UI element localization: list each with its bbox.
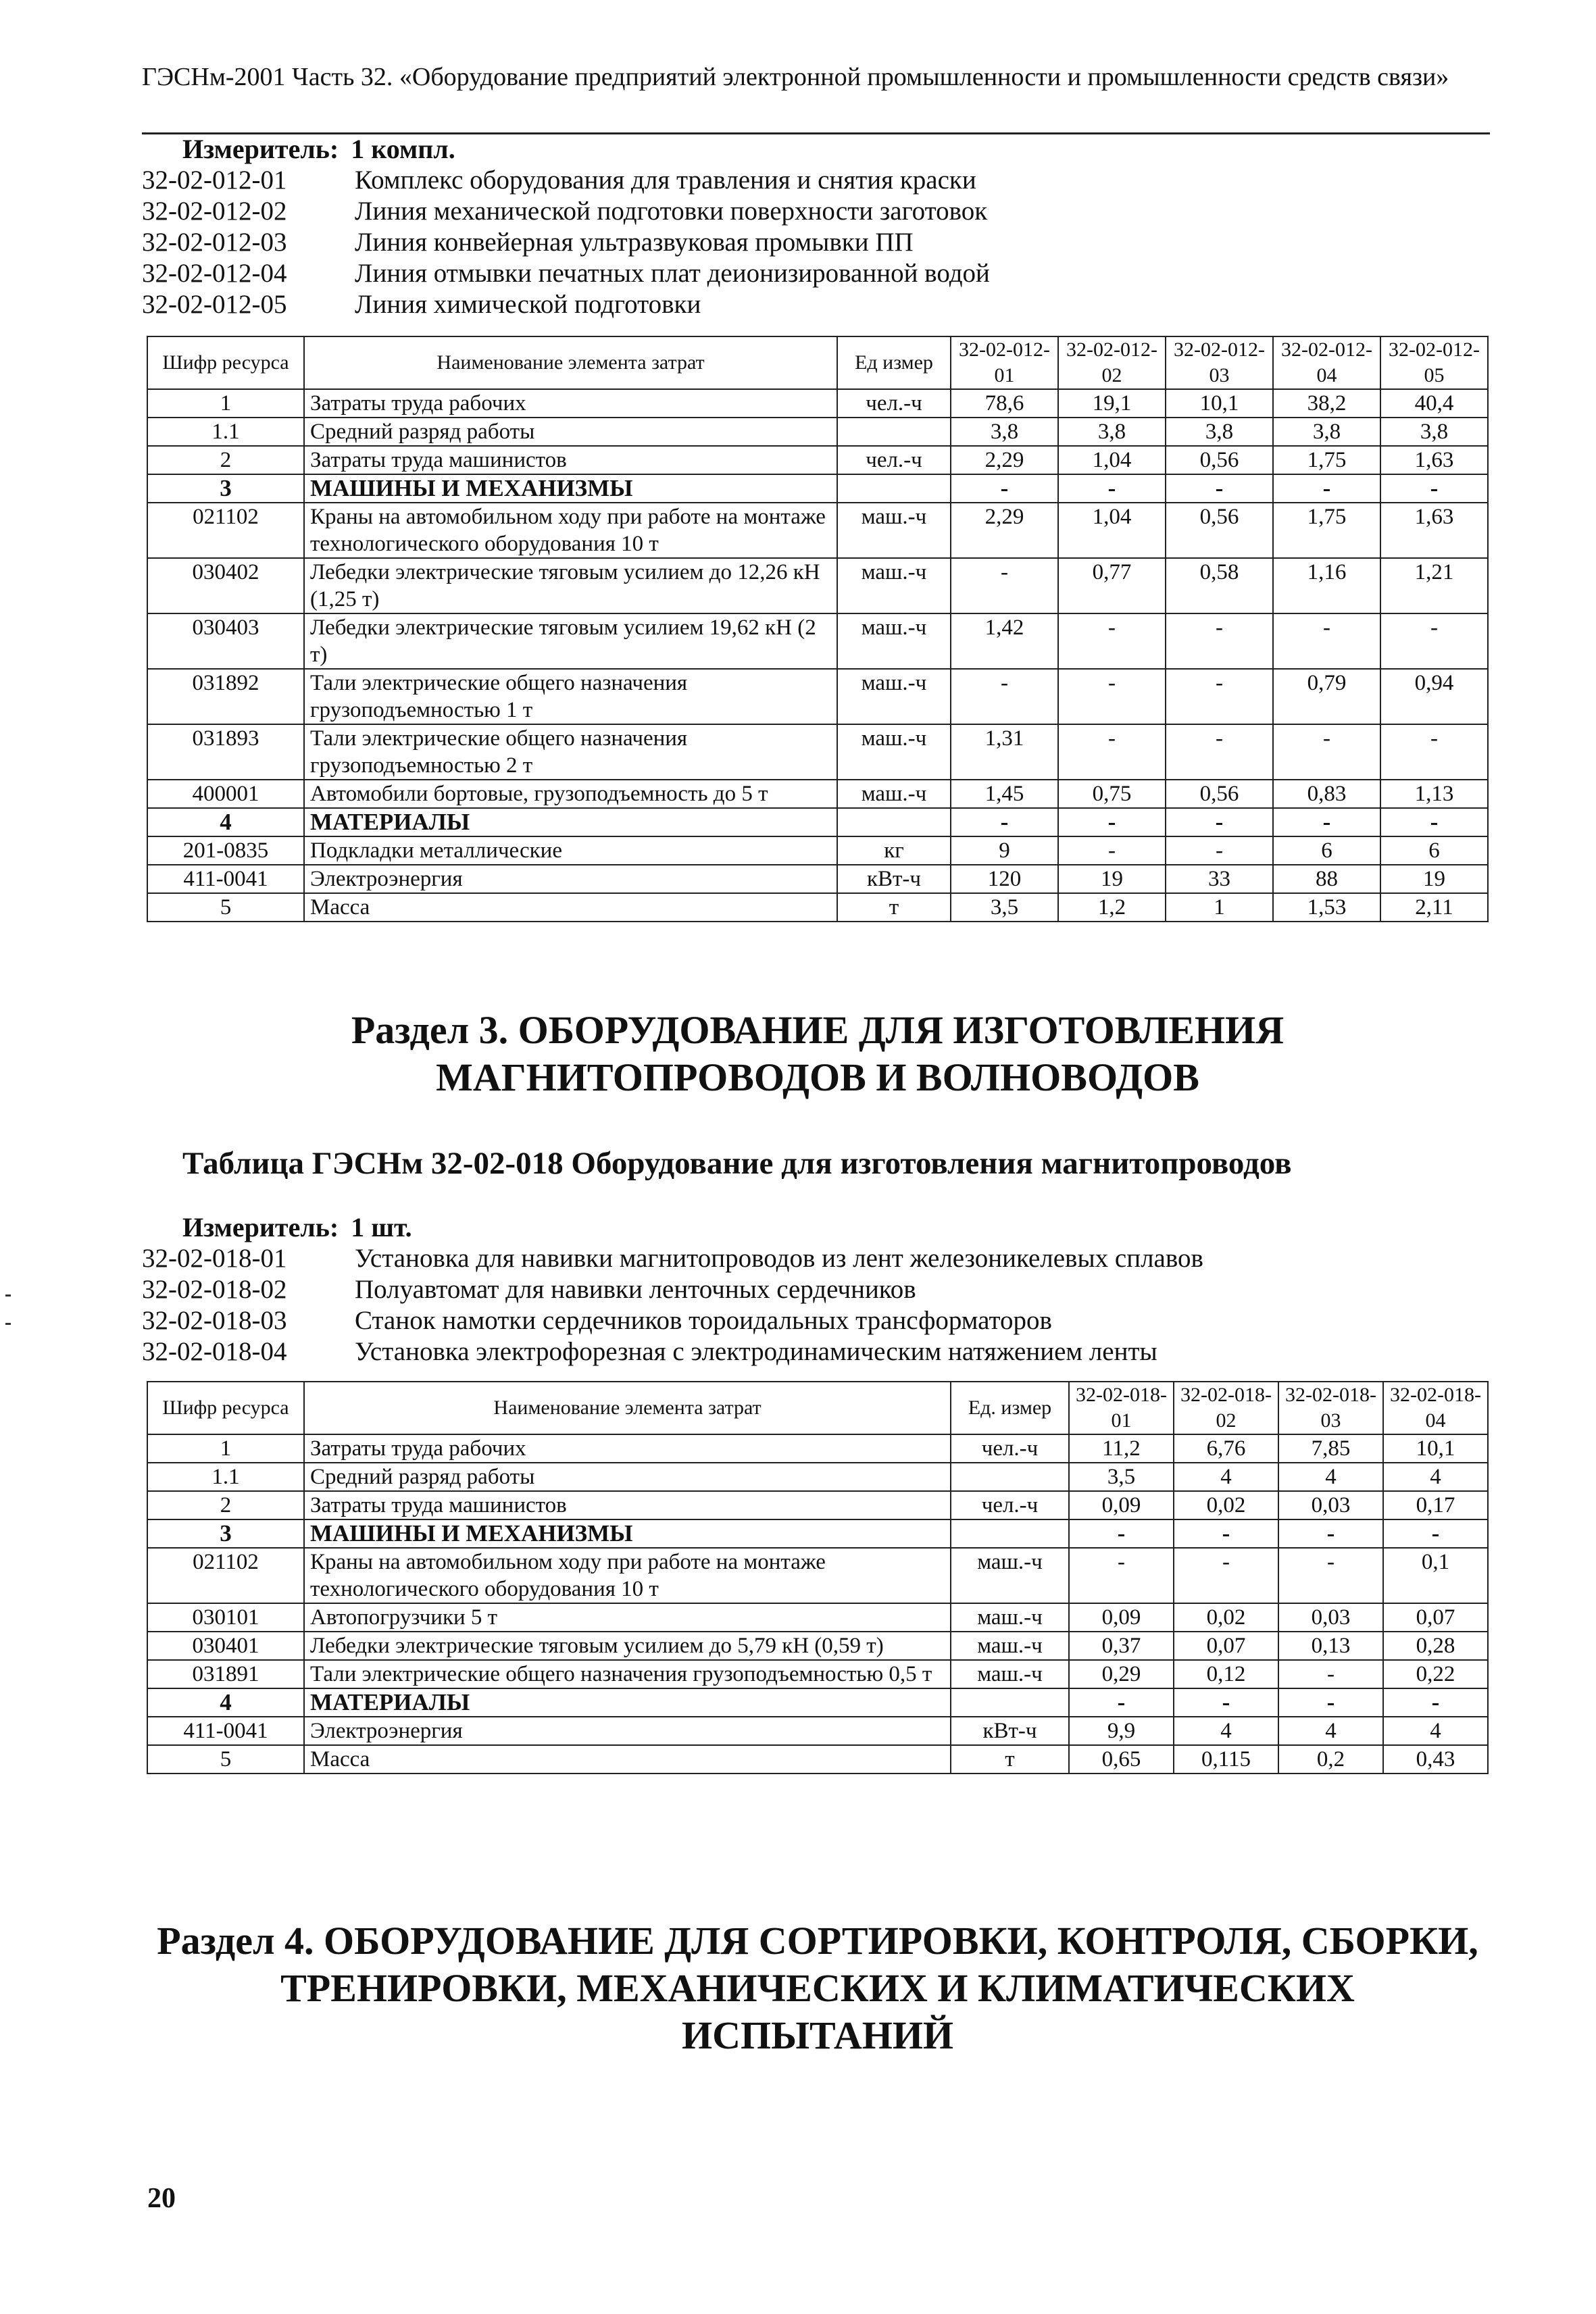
norm-value-cell: 9	[951, 836, 1058, 865]
code-id: 32-02-018-01	[142, 1244, 287, 1273]
norm-value-cell: -	[1278, 1688, 1383, 1717]
norm-value-cell: -	[1380, 808, 1488, 836]
meter-label: Измеритель:	[182, 134, 339, 164]
code-id: 32-02-012-04	[142, 259, 287, 288]
cost-element-cell: Лебедки электрические тяговым усилием до 5,79 кН (0,59 т)	[304, 1632, 951, 1660]
resource-code-cell: 1	[147, 1434, 304, 1463]
column-header: 32-02-012-01	[951, 336, 1058, 389]
table-row	[147, 418, 1488, 446]
code-description: Станок намотки сердечников тороидальных трансформаторов	[355, 1306, 1052, 1335]
cost-element-cell: МАТЕРИАЛЫ	[304, 1688, 951, 1717]
column-header: Наименование элемента затрат	[304, 1382, 951, 1434]
resource-code-cell: 030402	[147, 558, 304, 613]
cost-element-cell: Средний разряд работы	[304, 1463, 951, 1491]
norm-value-cell: 33	[1166, 865, 1273, 893]
norm-value-cell: 3,8	[1058, 418, 1166, 446]
norm-value-cell: 3,8	[1166, 418, 1273, 446]
cost-element-cell: МАШИНЫ И МЕХАНИЗМЫ	[304, 1519, 951, 1548]
cost-element-cell: Тали электрические общего назначения грузоподъемностью 1 т	[304, 669, 837, 724]
norm-value-cell: 0,07	[1383, 1603, 1488, 1632]
code-description: Комплекс оборудования для травления и снятия краски	[355, 166, 976, 195]
unit-cell: маш.-ч	[951, 1632, 1069, 1660]
code-id: 32-02-012-03	[142, 228, 287, 257]
unit-cell: маш.-ч	[837, 669, 951, 724]
code-list-item	[142, 227, 1493, 258]
unit-cell	[951, 1688, 1069, 1717]
column-header: Шифр ресурса	[147, 1382, 304, 1434]
table-row	[147, 389, 1488, 418]
norm-value-cell: -	[1166, 724, 1273, 780]
code-list	[142, 1243, 1493, 1367]
code-id: 32-02-012-01	[142, 166, 287, 195]
resource-code-cell: 5	[147, 893, 304, 922]
cost-element-cell: Масса	[304, 893, 837, 922]
code-description: Линия механической подготовки поверхности заготовок	[355, 197, 988, 226]
unit-cell	[837, 474, 951, 503]
norm-value-cell: -	[1174, 1519, 1278, 1548]
cost-element-cell: Автомобили бортовые, грузоподъемность до 5 т	[304, 780, 837, 808]
norm-value-cell: 38,2	[1273, 389, 1380, 418]
norm-value-cell: 1,16	[1273, 558, 1380, 613]
norm-value-cell: 0,28	[1383, 1632, 1488, 1660]
norm-value-cell: 4	[1174, 1463, 1278, 1491]
code-list-item	[142, 1274, 1493, 1305]
table-row	[147, 780, 1488, 808]
code-id: 32-02-018-03	[142, 1306, 287, 1335]
table-group-row	[147, 474, 1488, 503]
norm-value-cell: 1,63	[1380, 446, 1488, 474]
norm-value-cell: 0,03	[1278, 1603, 1383, 1632]
norm-value-cell: 88	[1273, 865, 1380, 893]
norm-value-cell: 1,13	[1380, 780, 1488, 808]
norm-value-cell: 0,37	[1069, 1632, 1174, 1660]
unit-cell: маш.-ч	[837, 503, 951, 558]
norm-value-cell: 1,04	[1058, 503, 1166, 558]
unit-cell: кг	[837, 836, 951, 865]
code-list-item	[142, 1243, 1493, 1274]
section-4-title	[142, 1917, 1493, 2059]
meter-value: 1 компл.	[351, 134, 455, 164]
norm-value-cell: 1,75	[1273, 446, 1380, 474]
table-group-row	[147, 1519, 1488, 1548]
norm-value-cell: 1,2	[1058, 893, 1166, 922]
code-id: 32-02-018-02	[142, 1275, 287, 1304]
table-row	[147, 558, 1488, 613]
norm-value-cell: 4	[1278, 1717, 1383, 1745]
norm-value-cell: 4	[1383, 1463, 1488, 1491]
table-row	[147, 1632, 1488, 1660]
norm-value-cell: -	[1058, 669, 1166, 724]
cost-element-cell: Масса	[304, 1745, 951, 1774]
column-header: Ед. измер	[951, 1382, 1069, 1434]
norm-value-cell: 3,8	[951, 418, 1058, 446]
norm-value-cell: 4	[1383, 1717, 1488, 1745]
code-list-item	[142, 165, 1493, 196]
norm-value-cell: -	[1383, 1688, 1488, 1717]
section-3-title	[142, 1007, 1493, 1101]
unit-cell: маш.-ч	[837, 724, 951, 780]
cost-element-cell: МАШИНЫ И МЕХАНИЗМЫ	[304, 474, 837, 503]
resource-code-cell: 4	[147, 808, 304, 836]
unit-cell: маш.-ч	[951, 1603, 1069, 1632]
norm-value-cell: 11,2	[1069, 1434, 1174, 1463]
table-group-row	[147, 1688, 1488, 1717]
section-title-line: ТРЕНИРОВКИ, МЕХАНИЧЕСКИХ И КЛИМАТИЧЕСКИХ	[280, 1966, 1355, 2010]
column-header: Шифр ресурса	[147, 336, 304, 389]
unit-cell: чел.-ч	[951, 1491, 1069, 1519]
code-list-item	[142, 1305, 1493, 1336]
norm-value-cell: 0,79	[1273, 669, 1380, 724]
page-header: ГЭСНм-2001 Часть 32. «Оборудование предприятий электронной промышленности и промышленности средств связи»	[142, 63, 1449, 91]
norm-value-cell: 0,12	[1174, 1660, 1278, 1688]
norm-value-cell: 3,5	[951, 893, 1058, 922]
column-header: 32-02-018-04	[1383, 1382, 1488, 1434]
norm-value-cell: 1,31	[951, 724, 1058, 780]
table-row	[147, 1491, 1488, 1519]
table-row	[147, 503, 1488, 558]
unit-cell: т	[951, 1745, 1069, 1774]
norm-value-cell: 2,29	[951, 446, 1058, 474]
norm-value-cell: 0,13	[1278, 1632, 1383, 1660]
table-row	[147, 1548, 1488, 1603]
resource-code-cell: 400001	[147, 780, 304, 808]
table-018-intro	[142, 1212, 1493, 1367]
norm-value-cell: 1	[1166, 893, 1273, 922]
norm-value-cell: 0,65	[1069, 1745, 1174, 1774]
norm-value-cell: -	[1058, 808, 1166, 836]
resource-code-cell: 411-0041	[147, 1717, 304, 1745]
table-row	[147, 893, 1488, 922]
table-body	[147, 389, 1488, 922]
norm-value-cell: 3,5	[1069, 1463, 1174, 1491]
norm-value-cell: 0,17	[1383, 1491, 1488, 1519]
cost-element-cell: Автопогрузчики 5 т	[304, 1603, 951, 1632]
norm-value-cell: -	[1069, 1688, 1174, 1717]
cost-element-cell: Тали электрические общего назначения грузоподъемностью 2 т	[304, 724, 837, 780]
table-header-row	[147, 1382, 1488, 1434]
unit-cell: чел.-ч	[951, 1434, 1069, 1463]
norm-value-cell: -	[1058, 836, 1166, 865]
norm-value-cell: 3,8	[1380, 418, 1488, 446]
unit-cell: кВт-ч	[837, 865, 951, 893]
unit-cell	[837, 808, 951, 836]
norm-value-cell: 0,1	[1383, 1548, 1488, 1603]
resource-code-cell: 031892	[147, 669, 304, 724]
norm-value-cell: -	[1069, 1519, 1174, 1548]
meter-line	[142, 134, 1493, 165]
norm-value-cell: -	[1278, 1519, 1383, 1548]
norm-value-cell: -	[1380, 474, 1488, 503]
norm-value-cell: 6,76	[1174, 1434, 1278, 1463]
code-description: Установка для навивки магнитопроводов из лент железоникелевых сплавов	[355, 1244, 1203, 1273]
scan-margin-mark	[5, 1294, 11, 1297]
norm-value-cell: -	[951, 808, 1058, 836]
norm-value-cell: 1,75	[1273, 503, 1380, 558]
norm-value-cell: -	[1166, 613, 1273, 669]
meter-line	[142, 1212, 1493, 1243]
norm-value-cell: 1,63	[1380, 503, 1488, 558]
unit-cell: маш.-ч	[951, 1660, 1069, 1688]
table-row	[147, 1603, 1488, 1632]
norm-value-cell: -	[1383, 1519, 1488, 1548]
unit-cell	[951, 1463, 1069, 1491]
page-number: 20	[147, 2183, 176, 2214]
norm-value-cell: 0,94	[1380, 669, 1488, 724]
table-row	[147, 1463, 1488, 1491]
norm-value-cell: 10,1	[1166, 389, 1273, 418]
norm-value-cell: -	[1166, 669, 1273, 724]
norm-value-cell: 7,85	[1278, 1434, 1383, 1463]
norm-value-cell: 19	[1380, 865, 1488, 893]
norm-value-cell: -	[1273, 613, 1380, 669]
resource-table-018	[147, 1381, 1489, 1774]
unit-cell: кВт-ч	[951, 1717, 1069, 1745]
resource-code-cell: 031891	[147, 1660, 304, 1688]
unit-cell: маш.-ч	[837, 613, 951, 669]
table-row	[147, 669, 1488, 724]
norm-value-cell: 10,1	[1383, 1434, 1488, 1463]
section-title-line: ИСПЫТАНИЙ	[681, 2013, 954, 2057]
table-row	[147, 865, 1488, 893]
resource-code-cell: 021102	[147, 503, 304, 558]
code-list-item	[142, 196, 1493, 227]
resource-code-cell: 411-0041	[147, 865, 304, 893]
meter-value: 1 шт.	[351, 1212, 412, 1242]
cost-element-cell: Лебедки электрические тяговым усилием до 12,26 кН (1,25 т)	[304, 558, 837, 613]
scan-margin-mark	[5, 1323, 11, 1325]
norm-value-cell: 1,42	[951, 613, 1058, 669]
section-title-line: Раздел 3. ОБОРУДОВАНИЕ ДЛЯ ИЗГОТОВЛЕНИЯ	[351, 1008, 1285, 1052]
norm-value-cell: -	[1058, 724, 1166, 780]
resource-code-cell: 201-0835	[147, 836, 304, 865]
norm-value-cell: 0,03	[1278, 1491, 1383, 1519]
unit-cell: т	[837, 893, 951, 922]
norm-value-cell: -	[1166, 474, 1273, 503]
norm-value-cell: -	[1058, 474, 1166, 503]
norm-value-cell: 0,56	[1166, 503, 1273, 558]
resource-code-cell: 3	[147, 1519, 304, 1548]
code-description: Установка электрофорезная с электродинамическим натяжением ленты	[355, 1337, 1157, 1366]
code-id: 32-02-012-05	[142, 290, 287, 319]
table-row	[147, 1745, 1488, 1774]
norm-value-cell: 2,29	[951, 503, 1058, 558]
table-row	[147, 1660, 1488, 1688]
norm-value-cell: 0,77	[1058, 558, 1166, 613]
norm-value-cell: -	[1273, 474, 1380, 503]
norm-value-cell: 0,56	[1166, 780, 1273, 808]
norm-value-cell: 19,1	[1058, 389, 1166, 418]
resource-code-cell: 2	[147, 446, 304, 474]
meter-label: Измеритель:	[182, 1212, 339, 1242]
code-list-item	[142, 1336, 1493, 1367]
cost-element-cell: Краны на автомобильном ходу при работе на монтаже технологического оборудования 10 т	[304, 503, 837, 558]
unit-cell: чел.-ч	[837, 446, 951, 474]
norm-value-cell: -	[1174, 1688, 1278, 1717]
code-description: Полуавтомат для навивки ленточных сердечников	[355, 1275, 916, 1304]
code-list-item	[142, 258, 1493, 289]
cost-element-cell: Тали электрические общего назначения грузоподъемностью 0,5 т	[304, 1660, 951, 1688]
norm-value-cell: -	[1278, 1548, 1383, 1603]
norm-value-cell: -	[1380, 613, 1488, 669]
column-header: 32-02-012-05	[1380, 336, 1488, 389]
resource-code-cell: 030101	[147, 1603, 304, 1632]
table-018-title: Таблица ГЭСНм 32-02-018 Оборудование для изготовления магнитопроводов	[182, 1146, 1292, 1181]
table-group-row	[147, 808, 1488, 836]
resource-code-cell: 5	[147, 1745, 304, 1774]
norm-value-cell: 78,6	[951, 389, 1058, 418]
norm-value-cell: -	[1273, 808, 1380, 836]
norm-value-cell: 1,45	[951, 780, 1058, 808]
norm-value-cell: 2,11	[1380, 893, 1488, 922]
norm-value-cell: 6	[1273, 836, 1380, 865]
cost-element-cell: Подкладки металлические	[304, 836, 837, 865]
unit-cell: маш.-ч	[951, 1548, 1069, 1603]
column-header: 32-02-018-01	[1069, 1382, 1174, 1434]
resource-code-cell: 021102	[147, 1548, 304, 1603]
cost-element-cell: Краны на автомобильном ходу при работе на монтаже технологического оборудования 10 т	[304, 1548, 951, 1603]
norm-value-cell: 1,04	[1058, 446, 1166, 474]
unit-cell	[951, 1519, 1069, 1548]
cost-element-cell: Электроэнергия	[304, 865, 837, 893]
section-title-line: Раздел 4. ОБОРУДОВАНИЕ ДЛЯ СОРТИРОВКИ, КОНТРОЛЯ, СБОРКИ,	[157, 1919, 1478, 1963]
norm-value-cell: 0,02	[1174, 1603, 1278, 1632]
column-header: 32-02-012-02	[1058, 336, 1166, 389]
unit-cell: маш.-ч	[837, 558, 951, 613]
norm-value-cell: -	[1069, 1548, 1174, 1603]
section-title-line: МАГНИТОПРОВОДОВ И ВОЛНОВОДОВ	[436, 1055, 1199, 1099]
resource-code-cell: 3	[147, 474, 304, 503]
cost-element-cell: Средний разряд работы	[304, 418, 837, 446]
column-header: 32-02-012-04	[1273, 336, 1380, 389]
table-row	[147, 724, 1488, 780]
norm-value-cell: 0,83	[1273, 780, 1380, 808]
norm-value-cell: 1,21	[1380, 558, 1488, 613]
norm-value-cell: -	[951, 474, 1058, 503]
norm-value-cell: -	[951, 669, 1058, 724]
code-description: Линия химической подготовки	[355, 290, 701, 319]
cost-element-cell: Затраты труда рабочих	[304, 1434, 951, 1463]
norm-value-cell: 40,4	[1380, 389, 1488, 418]
norm-value-cell: -	[1166, 808, 1273, 836]
unit-cell	[837, 418, 951, 446]
code-list	[142, 165, 1493, 320]
norm-value-cell: -	[1273, 724, 1380, 780]
norm-value-cell: 0,22	[1383, 1660, 1488, 1688]
norm-value-cell: -	[1166, 836, 1273, 865]
norm-value-cell: -	[1174, 1548, 1278, 1603]
norm-value-cell: 4	[1174, 1717, 1278, 1745]
cost-element-cell: МАТЕРИАЛЫ	[304, 808, 837, 836]
resource-table-012	[147, 336, 1489, 922]
norm-value-cell: 0,02	[1174, 1491, 1278, 1519]
cost-element-cell: Затраты труда машинистов	[304, 1491, 951, 1519]
cost-element-cell: Затраты труда машинистов	[304, 446, 837, 474]
norm-value-cell: 0,29	[1069, 1660, 1174, 1688]
table-012-intro	[142, 134, 1493, 320]
norm-value-cell: 0,2	[1278, 1745, 1383, 1774]
cost-element-cell: Лебедки электрические тяговым усилием 19,62 кН (2 т)	[304, 613, 837, 669]
norm-value-cell: 0,09	[1069, 1603, 1174, 1632]
norm-value-cell: 3,8	[1273, 418, 1380, 446]
code-description: Линия отмывки печатных плат деионизированной водой	[355, 259, 990, 288]
norm-value-cell: 0,56	[1166, 446, 1273, 474]
resource-code-cell: 1.1	[147, 1463, 304, 1491]
resource-code-cell: 030401	[147, 1632, 304, 1660]
table-row	[147, 836, 1488, 865]
column-header: Наименование элемента затрат	[304, 336, 837, 389]
norm-value-cell: -	[951, 558, 1058, 613]
table-body	[147, 1434, 1488, 1774]
table-row	[147, 446, 1488, 474]
norm-value-cell: -	[1380, 724, 1488, 780]
norm-value-cell: 9,9	[1069, 1717, 1174, 1745]
resource-code-cell: 030403	[147, 613, 304, 669]
column-header: Ед измер	[837, 336, 951, 389]
cost-element-cell: Электроэнергия	[304, 1717, 951, 1745]
norm-value-cell: -	[1058, 613, 1166, 669]
code-description: Линия конвейерная ультразвуковая промывки ПП	[355, 228, 914, 257]
norm-value-cell: 1,53	[1273, 893, 1380, 922]
norm-value-cell: 0,43	[1383, 1745, 1488, 1774]
resource-code-cell: 031893	[147, 724, 304, 780]
cost-element-cell: Затраты труда рабочих	[304, 389, 837, 418]
norm-value-cell: 120	[951, 865, 1058, 893]
column-header: 32-02-018-03	[1278, 1382, 1383, 1434]
norm-value-cell: 0,75	[1058, 780, 1166, 808]
norm-value-cell: -	[1278, 1660, 1383, 1688]
norm-value-cell: 19	[1058, 865, 1166, 893]
norm-value-cell: 4	[1278, 1463, 1383, 1491]
unit-cell: маш.-ч	[837, 780, 951, 808]
norm-value-cell: 0,115	[1174, 1745, 1278, 1774]
norm-value-cell: 6	[1380, 836, 1488, 865]
resource-code-cell: 1	[147, 389, 304, 418]
resource-code-cell: 1.1	[147, 418, 304, 446]
code-id: 32-02-018-04	[142, 1337, 287, 1366]
unit-cell: чел.-ч	[837, 389, 951, 418]
column-header: 32-02-018-02	[1174, 1382, 1278, 1434]
table-row	[147, 1717, 1488, 1745]
norm-value-cell: 0,09	[1069, 1491, 1174, 1519]
column-header: 32-02-012-03	[1166, 336, 1273, 389]
code-list-item	[142, 289, 1493, 320]
table-row	[147, 1434, 1488, 1463]
table-row	[147, 613, 1488, 669]
norm-value-cell: 0,58	[1166, 558, 1273, 613]
table-header-row	[147, 336, 1488, 389]
norm-value-cell: 0,07	[1174, 1632, 1278, 1660]
code-id: 32-02-012-02	[142, 197, 287, 226]
resource-code-cell: 2	[147, 1491, 304, 1519]
resource-code-cell: 4	[147, 1688, 304, 1717]
